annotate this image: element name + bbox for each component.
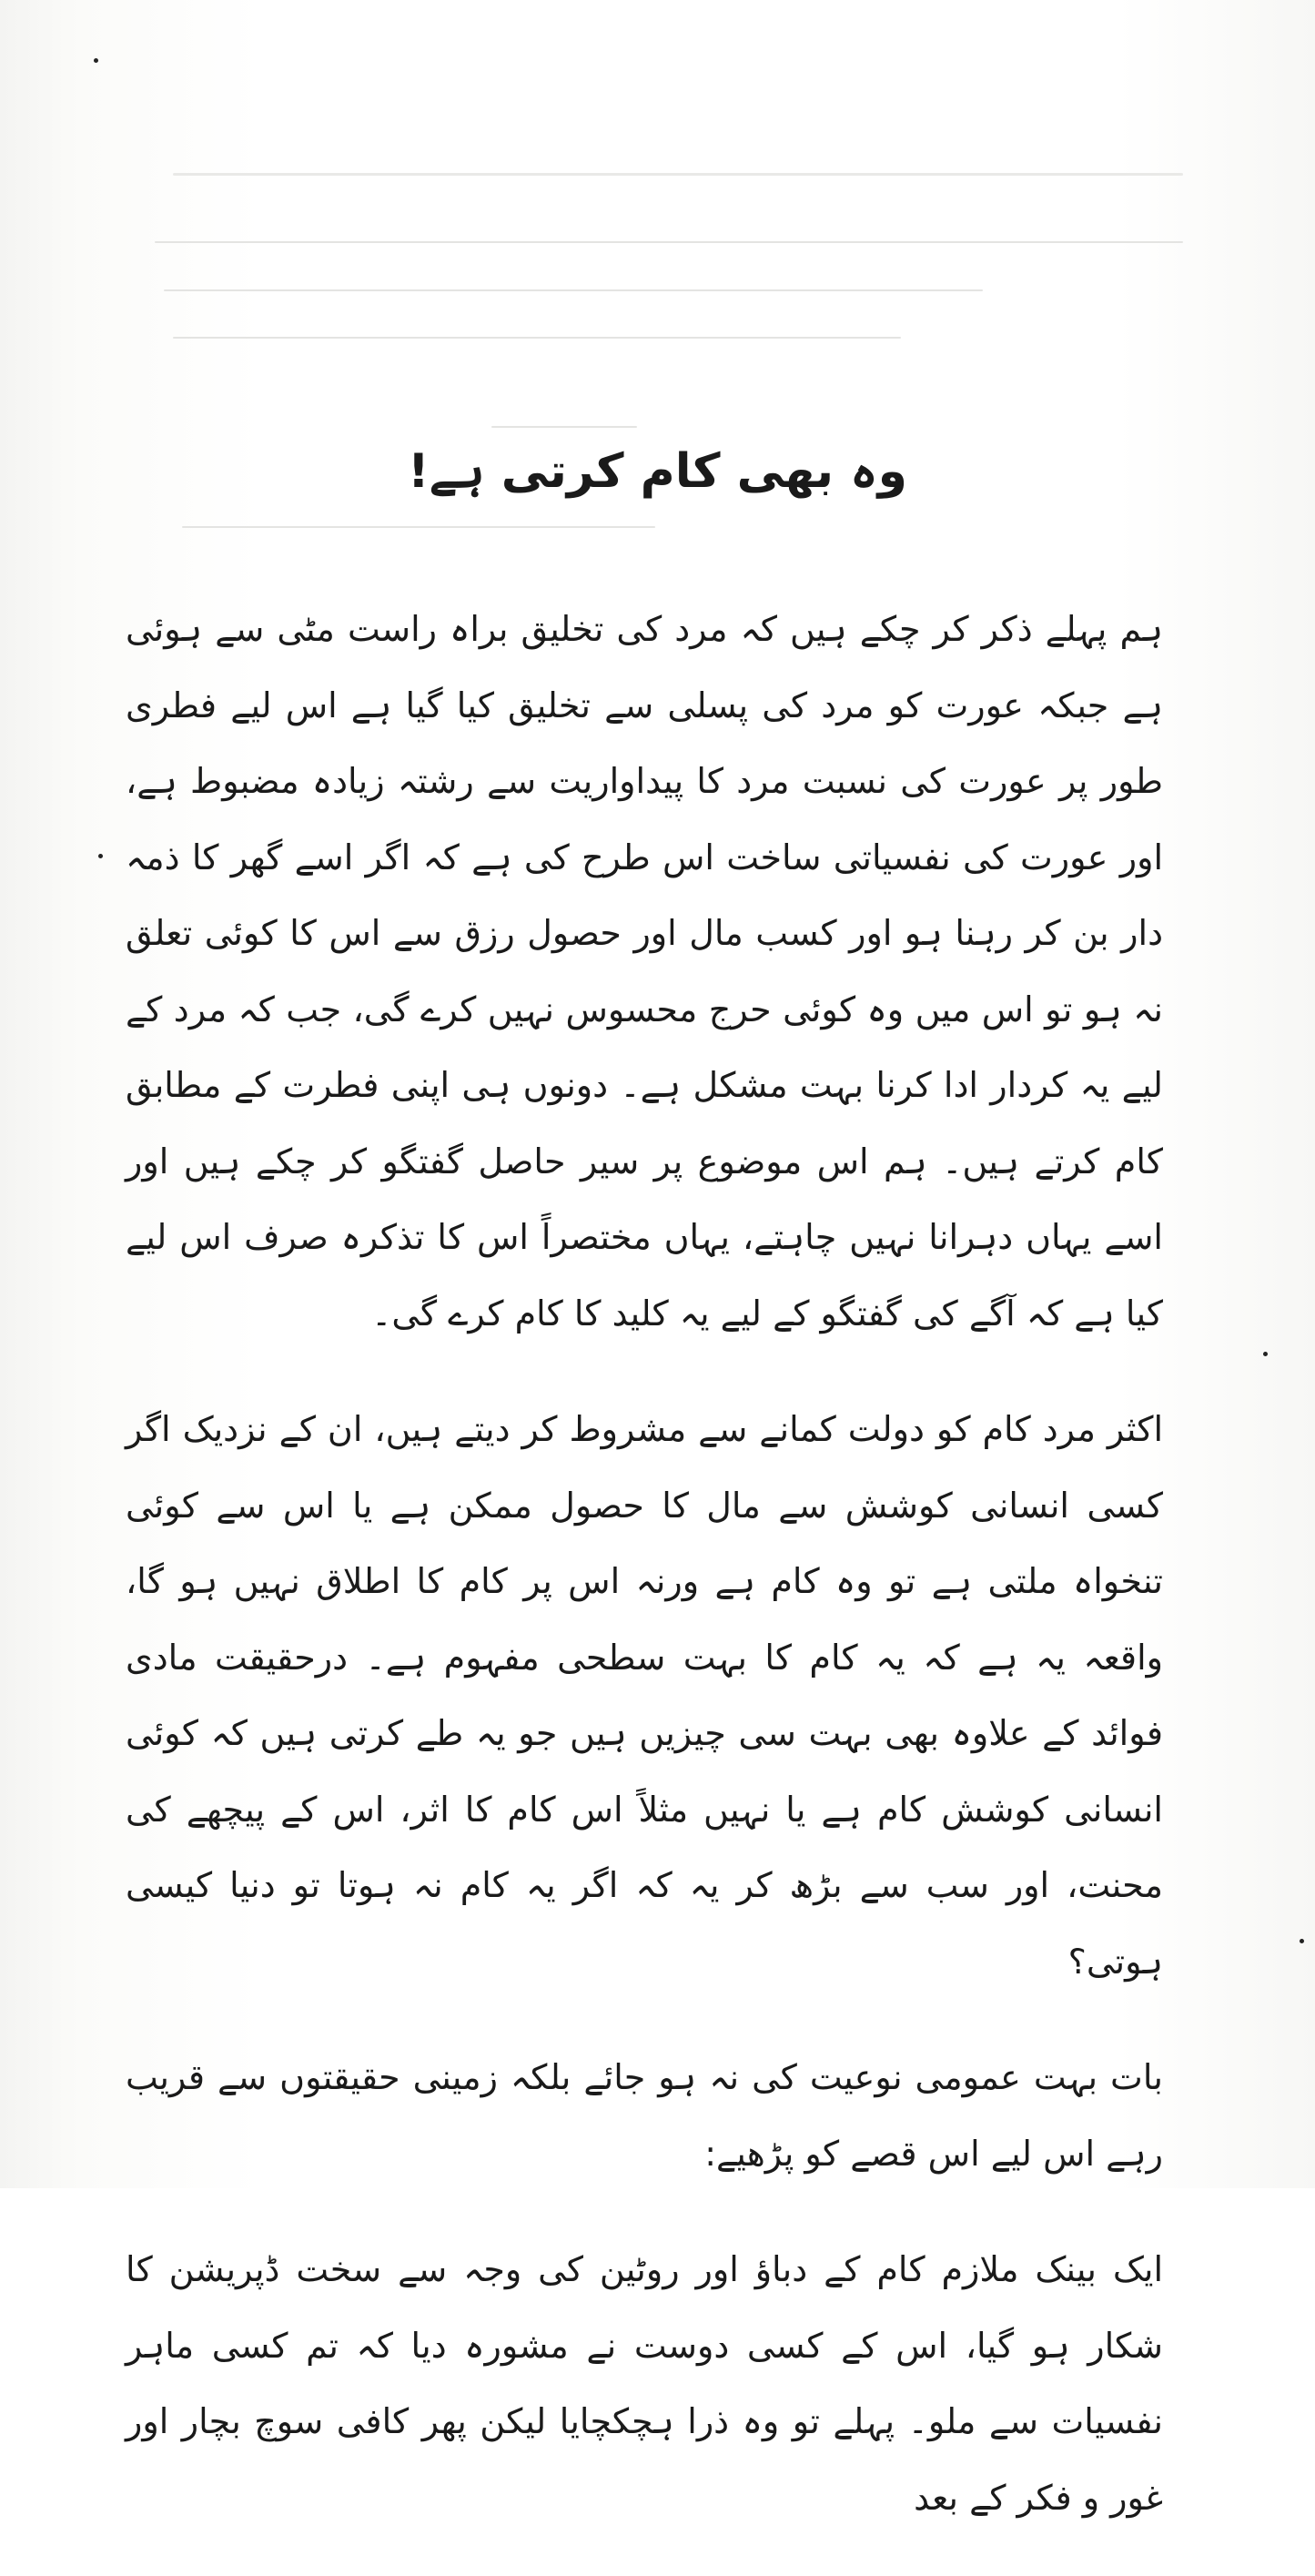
paragraph: اکثر مرد کام کو دولت کمانے سے مشروط کر دیتے ہیں، ان کے نزدیک اگر کسی انسانی کوشش سے مال کا حصول ممکن ہے یا اس سے کوئی تنخواہ ملتی ہے تو وہ کام ہے ورنہ اس پر کام کا اطلاق نہیں ہو گا، واقعہ یہ ہے کہ یہ کام کا بہت سطحی مفہوم ہے۔ درحقیقت مادی فوائد کے علاوہ بھی بہت سی چیزیں ہیں جو یہ طے کرتی ہیں کہ کوئی انسانی کوشش کام ہے یا نہیں مثلاً اس کام کا اثر، اس کے پیچھے کی محنت، اور سب سے بڑھ کر یہ کہ اگر یہ کام نہ ہوتا تو دنیا کیسی ہوتی؟: [126, 1409, 1163, 1982]
paragraph: ہم پہلے ذکر کر چکے ہیں کہ مرد کی تخلیق براہ راست مٹی سے ہوئی ہے جبکہ عورت کو مرد کی پسلی سے تخلیق کیا گیا ہے اس لیے فطری طور پر عورت کی نسبت مرد کا پیداواریت سے رشتہ زیادہ مضبوط ہے، اور عورت کی نفسیاتی ساخت اس طرح کی ہے کہ اگر اسے گھر کا ذمہ دار بن کر رہنا ہو اور کسب مال اور حصول رزق سے اس کا کوئی تعلق نہ ہو تو اس میں وہ کوئی حرج محسوس نہیں کرے گی، جب کہ مرد کے لیے یہ کردار ادا کرنا بہت مشکل ہے۔ دونوں ہی اپنی فطرت کے مطابق کام کرتے ہیں۔ ہم اس موضوع پر سیر حاصل گفتگو کر چکے ہیں اور اسے یہاں دہرانا نہیں چاہتے، یہاں مختصراً اس کا تذکرہ صرف اس لیے کیا ہے کہ آگے کی گفتگو کے لیے یہ کلید کا کام کرے گی۔: [126, 609, 1163, 1334]
bleed-through-line: [173, 173, 1183, 176]
bleed-through-line: [173, 337, 901, 339]
paragraph: بات بہت عمومی نوعیت کی نہ ہو جائے بلکہ زمینی حقیقتوں سے قریب رہے اس لیے اس قصے کو پڑھیے:: [126, 2057, 1163, 2174]
speck: [1300, 1939, 1304, 1943]
bleed-through-line: [164, 289, 983, 291]
speck: [1263, 1352, 1268, 1356]
speck: [98, 854, 103, 858]
bleed-through-line: [155, 241, 1183, 243]
speck: [94, 58, 98, 63]
bleed-through-line: [491, 426, 637, 428]
body-text: [126, 592, 1236, 2576]
paragraph: ایک بینک ملازم کام کے دباؤ اور روٹین کی وجہ سے سخت ڈپریشن کا شکار ہو گیا، اس کے کسی دوست نے مشورہ دیا کہ تم کسی ماہر نفسیات سے ملو۔ پہلے تو وہ ذرا ہچکچایا لیکن پھر کافی سوچ بچار اور غور و فکر کے بعد: [126, 2249, 1163, 2518]
chapter-title: وہ بھی کام کرتی ہے!: [408, 444, 907, 499]
bleed-through-line: [182, 526, 655, 528]
